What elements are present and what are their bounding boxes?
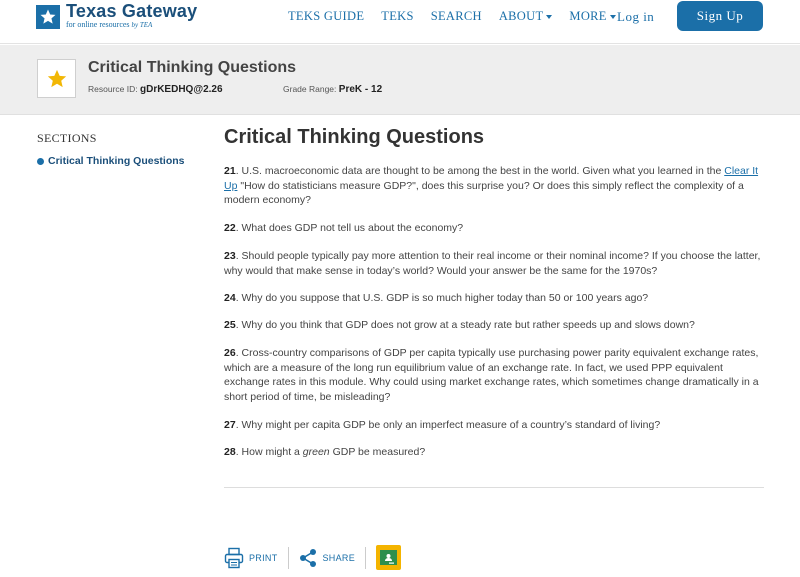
nav-teks[interactable]: TEKS — [381, 9, 414, 23]
login-link[interactable]: Log in — [617, 9, 655, 24]
printer-icon — [224, 547, 244, 569]
question-25: 25. Why do you think that GDP does not grow at a steady rate but rather speeds up and slows down? — [224, 319, 695, 331]
sidebar-item-critical-thinking[interactable] — [37, 155, 185, 167]
chevron-down-icon — [546, 15, 552, 19]
chevron-down-icon — [610, 15, 616, 19]
main-nav — [288, 9, 616, 24]
logo-subtitle: for online resources by TEA — [66, 20, 153, 29]
sidebar-item-label: Critical Thinking Questions — [48, 155, 185, 167]
nav-more[interactable]: MORE — [569, 9, 615, 24]
question-28: 28. How might a green GDP be measured? — [224, 446, 426, 458]
page-title: Critical Thinking Questions — [224, 126, 485, 148]
question-21: 21. U.S. macroeconomic data are thought to be among the best in the world. Given what you learned in the Clear It Up "How do statisticians measure GDP?", does this surprise you? Or does this simply reflect the complexity of a modern economy? — [224, 165, 759, 206]
tool-separator — [288, 547, 289, 569]
question-27: 27. Why might per capita GDP be only an imperfect measure of a country’s standard of living? — [224, 419, 661, 431]
question-23: 23. Should people typically pay more attention to their real income or their nominal income? If you choose the latter, why would that make sense in today’s world? Would your answer be the same for the 1970s? — [224, 250, 761, 277]
texas-gateway-logo[interactable] — [36, 2, 197, 34]
share-button[interactable] — [299, 548, 356, 568]
clear-it-up-link[interactable]: Clear It Up — [224, 165, 759, 192]
content-divider — [224, 487, 764, 488]
question-24: 24. Why do you suppose that U.S. GDP is so much higher today than 50 or 100 years ago? — [224, 292, 649, 304]
star-icon — [46, 68, 68, 90]
bullet-icon — [37, 158, 44, 165]
grade-range: Grade Range: PreK - 12 — [283, 84, 383, 95]
resource-tools — [224, 545, 401, 570]
sections-heading: SECTIONS — [37, 131, 97, 145]
logo-title: Texas Gateway — [66, 1, 198, 21]
google-classroom-icon — [380, 550, 397, 565]
resource-title: Critical Thinking Questions — [88, 59, 297, 76]
nav-teks-guide[interactable]: TEKS GUIDE — [288, 9, 365, 23]
signup-button[interactable]: Sign Up — [677, 1, 763, 31]
share-label: SHARE — [322, 552, 356, 563]
question-22: 22. What does GDP not tell us about the economy? — [224, 222, 464, 234]
nav-about[interactable]: ABOUT — [499, 9, 553, 24]
resource-id: Resource ID: gDrKEDHQ@2.26 — [88, 84, 223, 95]
nav-search[interactable]: SEARCH — [430, 9, 482, 23]
resource-type-box — [37, 59, 76, 98]
print-button[interactable] — [224, 547, 278, 569]
google-classroom-button[interactable] — [376, 545, 401, 570]
top-navbar — [0, 0, 800, 44]
tool-separator — [365, 547, 366, 569]
question-26: 26. Cross-country comparisons of GDP per capita typically use purchasing power parity equivalent exchange rates, which are a measure of the long run equilibrium value of an exchange rate. In fact, we used PPP equivalent exchange rates in this module. Why could using market exchange rates, which sometimes change dramatically in a short period of time, be misleading? — [224, 347, 759, 403]
resource-header — [0, 45, 800, 115]
print-label: PRINT — [249, 552, 278, 563]
share-icon — [299, 548, 317, 568]
star-logo-icon — [36, 5, 60, 29]
